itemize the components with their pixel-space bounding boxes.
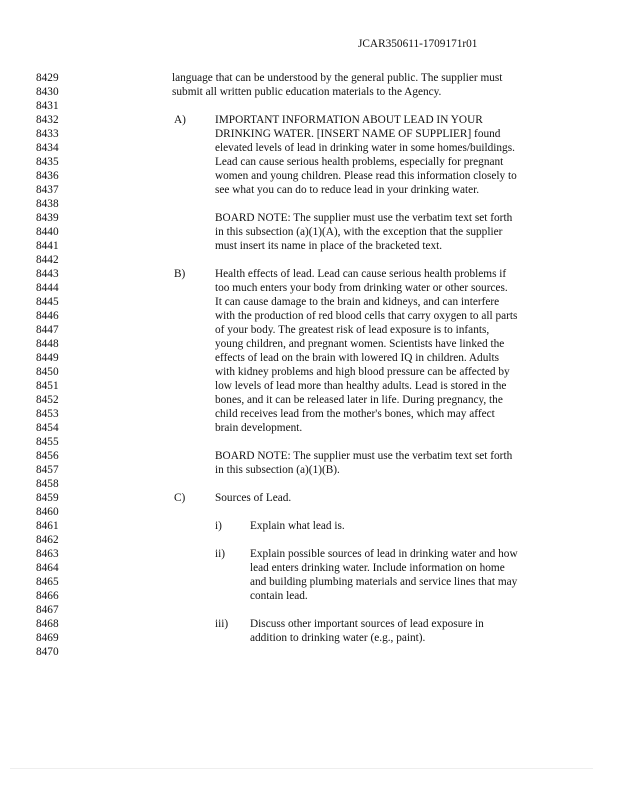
line-text: It can cause damage to the brain and kidneys, and can interfere [215, 296, 500, 308]
line-number: 8470 [36, 646, 59, 658]
line-text: Explain possible sources of lead in drinking water and how [250, 548, 518, 560]
line-text: in this subsection (a)(1)(A), with the exception that the supplier [215, 226, 503, 238]
line-text: too much enters your body from drinking water or other sources. [215, 282, 508, 294]
line-number: 8464 [36, 562, 59, 574]
line-number: 8429 [36, 72, 59, 84]
document-line [0, 393, 618, 407]
document-line [0, 281, 618, 295]
line-text: Lead can cause serious health problems, especially for pregnant [215, 156, 504, 168]
line-number: 8441 [36, 240, 59, 252]
document-line [0, 365, 618, 379]
line-text: women and young children. Please read this information closely to [215, 170, 517, 182]
line-number: 8456 [36, 450, 59, 462]
document-line [0, 113, 618, 127]
line-number: 8442 [36, 254, 59, 266]
line-number: 8434 [36, 142, 59, 154]
line-number: 8435 [36, 156, 59, 168]
line-text: submit all written public education materials to the Agency. [172, 86, 442, 98]
line-number: 8454 [36, 422, 59, 434]
document-line [0, 603, 618, 617]
line-number: 8439 [36, 212, 59, 224]
line-number: 8468 [36, 618, 59, 630]
document-line [0, 547, 618, 561]
document-line [0, 421, 618, 435]
line-number: 8438 [36, 198, 59, 210]
document-line [0, 309, 618, 323]
document-line [0, 127, 618, 141]
line-number: 8440 [36, 226, 59, 238]
line-text: BOARD NOTE: The supplier must use the verbatim text set forth [215, 212, 513, 224]
line-text: in this subsection (a)(1)(B). [215, 464, 340, 476]
line-text: Discuss other important sources of lead exposure in [250, 618, 484, 630]
document-line [0, 267, 618, 281]
line-number: 8465 [36, 576, 59, 588]
line-number: 8436 [36, 170, 59, 182]
line-number: 8446 [36, 310, 59, 322]
document-line [0, 477, 618, 491]
line-number: 8448 [36, 338, 59, 350]
line-text: see what you can do to reduce lead in your drinking water. [215, 184, 480, 196]
document-line [0, 463, 618, 477]
line-text: addition to drinking water (e.g., paint). [250, 632, 426, 644]
line-text: BOARD NOTE: The supplier must use the verbatim text set forth [215, 450, 513, 462]
line-text: with the production of red blood cells that carry oxygen to all parts [215, 310, 518, 322]
document-line [0, 645, 618, 659]
document-line [0, 225, 618, 239]
list-marker: iii) [215, 618, 229, 630]
line-number: 8449 [36, 352, 59, 364]
line-number: 8443 [36, 268, 59, 280]
document-line [0, 351, 618, 365]
document-line [0, 169, 618, 183]
document-line [0, 197, 618, 211]
line-text: elevated levels of lead in drinking water in some homes/buildings. [215, 142, 515, 154]
line-number: 8460 [36, 506, 59, 518]
document-line [0, 211, 618, 225]
list-marker: C) [174, 492, 186, 504]
document-line [0, 589, 618, 603]
line-text: brain development. [215, 422, 303, 434]
line-number: 8447 [36, 324, 59, 336]
line-number: 8430 [36, 86, 59, 98]
line-number: 8433 [36, 128, 59, 140]
line-number: 8431 [36, 100, 59, 112]
document-line [0, 519, 618, 533]
line-text: Health effects of lead. Lead can cause serious health problems if [215, 268, 507, 280]
document-line [0, 491, 618, 505]
line-number: 8458 [36, 478, 59, 490]
document-line [0, 141, 618, 155]
document-line [0, 379, 618, 393]
line-number: 8444 [36, 282, 59, 294]
line-number: 8469 [36, 632, 59, 644]
line-text: low levels of lead more than healthy adults. Lead is stored in the [215, 380, 507, 392]
line-number: 8450 [36, 366, 59, 378]
document-line [0, 533, 618, 547]
document-line [0, 449, 618, 463]
document-line [0, 85, 618, 99]
line-text: young children, and pregnant women. Scientists have linked the [215, 338, 505, 350]
list-marker: B) [174, 268, 186, 280]
document-line [0, 505, 618, 519]
line-text: must insert its name in place of the bracketed text. [215, 240, 443, 252]
line-text: of your body. The greatest risk of lead exposure is to infants, [215, 324, 490, 336]
line-text: contain lead. [250, 590, 308, 602]
document-body [0, 71, 618, 659]
document-line [0, 253, 618, 267]
line-text: language that can be understood by the general public. The supplier must [172, 72, 503, 84]
line-number: 8459 [36, 492, 59, 504]
document-line [0, 575, 618, 589]
line-number: 8461 [36, 520, 59, 532]
list-marker: i) [215, 520, 222, 532]
line-number: 8466 [36, 590, 59, 602]
document-line [0, 337, 618, 351]
line-number: 8445 [36, 296, 59, 308]
line-text: effects of lead on the brain with lowered IQ in children. Adults [215, 352, 500, 364]
line-text: DRINKING WATER. [INSERT NAME OF SUPPLIER] found [215, 128, 501, 140]
document-line [0, 435, 618, 449]
document-line [0, 561, 618, 575]
document-line [0, 407, 618, 421]
document-line [0, 323, 618, 337]
page-footer-divider [10, 768, 593, 769]
line-number: 8462 [36, 534, 59, 546]
line-number: 8457 [36, 464, 59, 476]
line-text: IMPORTANT INFORMATION ABOUT LEAD IN YOUR [215, 114, 483, 126]
document-line [0, 99, 618, 113]
line-number: 8455 [36, 436, 59, 448]
document-line [0, 183, 618, 197]
line-number: 8451 [36, 380, 59, 392]
document-line [0, 617, 618, 631]
line-text: child receives lead from the mother's bones, which may affect [215, 408, 495, 420]
line-number: 8453 [36, 408, 59, 420]
document-id-header: JCAR350611-1709171r01 [358, 38, 478, 50]
line-number: 8432 [36, 114, 59, 126]
line-number: 8463 [36, 548, 59, 560]
document-line [0, 155, 618, 169]
list-marker: A) [174, 114, 186, 126]
document-line [0, 295, 618, 309]
list-marker: ii) [215, 548, 226, 560]
line-number: 8437 [36, 184, 59, 196]
document-line [0, 631, 618, 645]
line-number: 8452 [36, 394, 59, 406]
document-line [0, 239, 618, 253]
document-line [0, 71, 618, 85]
line-text: bones, and it can be released later in life. During pregnancy, the [215, 394, 503, 406]
line-text: Explain what lead is. [250, 520, 345, 532]
line-number: 8467 [36, 604, 59, 616]
line-text: with kidney problems and high blood pressure can be affected by [215, 366, 510, 378]
line-text: lead enters drinking water. Include information on home [250, 562, 505, 574]
line-text: and building plumbing materials and service lines that may [250, 576, 518, 588]
line-text: Sources of Lead. [215, 492, 292, 504]
